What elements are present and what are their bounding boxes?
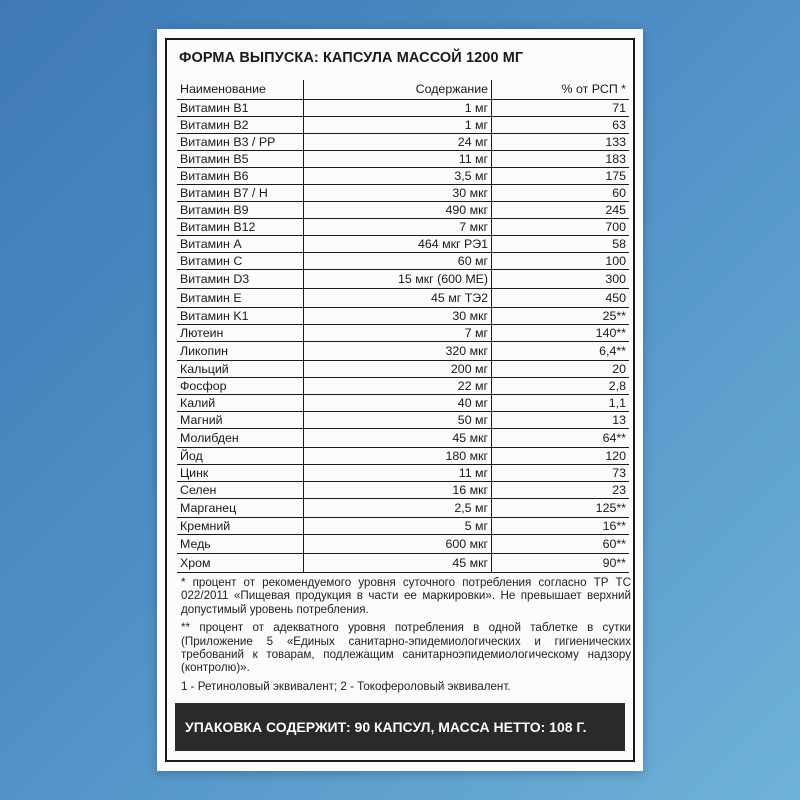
- row-rsp: 25**: [492, 308, 629, 325]
- row-name: Витамин B9: [177, 202, 304, 219]
- table-row: [177, 325, 629, 342]
- row-rsp: 90**: [492, 554, 629, 573]
- row-rsp: 13: [492, 412, 629, 429]
- header-name: Наименование: [177, 80, 304, 100]
- row-content: 5 мг: [304, 518, 492, 535]
- row-rsp: 140**: [492, 325, 629, 342]
- row-rsp: 100: [492, 253, 629, 270]
- row-content: 22 мг: [304, 378, 492, 395]
- row-name: Хром: [177, 554, 304, 573]
- row-content: 45 мкг: [304, 554, 492, 573]
- row-content: 180 мкг: [304, 448, 492, 465]
- row-rsp: 60**: [492, 535, 629, 554]
- row-content: 11 мг: [304, 465, 492, 482]
- row-rsp: 133: [492, 134, 629, 151]
- label-card: [157, 29, 643, 771]
- row-content: 60 мг: [304, 253, 492, 270]
- row-content: 3,5 мг: [304, 168, 492, 185]
- table-row: [177, 535, 629, 554]
- row-content: 200 мг: [304, 361, 492, 378]
- table-row: [177, 117, 629, 134]
- row-rsp: 71: [492, 100, 629, 117]
- table-row: [177, 361, 629, 378]
- table-row: [177, 429, 629, 448]
- row-content: 45 мкг: [304, 429, 492, 448]
- table-row: [177, 448, 629, 465]
- row-rsp: 6,4**: [492, 342, 629, 361]
- row-rsp: 1,1: [492, 395, 629, 412]
- row-name: Витамин A: [177, 236, 304, 253]
- row-rsp: 245: [492, 202, 629, 219]
- row-name: Витамин E: [177, 289, 304, 308]
- row-name: Витамин B3 / PP: [177, 134, 304, 151]
- row-name: Кальций: [177, 361, 304, 378]
- table-row: [177, 270, 629, 289]
- row-content: 40 мг: [304, 395, 492, 412]
- table-row: [177, 236, 629, 253]
- row-rsp: 73: [492, 465, 629, 482]
- row-rsp: 58: [492, 236, 629, 253]
- row-name: Витамин B6: [177, 168, 304, 185]
- row-content: 7 мкг: [304, 219, 492, 236]
- row-rsp: 60: [492, 185, 629, 202]
- row-content: 15 мкг (600 МЕ): [304, 270, 492, 289]
- row-content: 1 мг: [304, 117, 492, 134]
- footnote-1: * процент от рекомендуемого уровня суточного потребления согласно ТР ТС 022/2011 «Пищевая продукция в части ее маркировки». Не превышает верхний допустимый уровень потребления.: [181, 576, 631, 616]
- row-name: Витамин B1: [177, 100, 304, 117]
- row-content: 45 мг ТЭ2: [304, 289, 492, 308]
- row-name: Фосфор: [177, 378, 304, 395]
- table-row: [177, 499, 629, 518]
- table-row: [177, 219, 629, 236]
- row-name: Витамин B7 / H: [177, 185, 304, 202]
- table-row: [177, 554, 629, 573]
- table-row: [177, 202, 629, 219]
- row-content: 7 мг: [304, 325, 492, 342]
- table-row: [177, 465, 629, 482]
- footnote-3: 1 - Ретиноловый эквивалент; 2 - Токофероловый эквивалент.: [181, 679, 511, 693]
- row-name: Цинк: [177, 465, 304, 482]
- table-row: [177, 308, 629, 325]
- nutrition-table: [177, 80, 629, 573]
- row-name: Витамин K1: [177, 308, 304, 325]
- row-name: Ликопин: [177, 342, 304, 361]
- row-name: Витамин B2: [177, 117, 304, 134]
- table-row: [177, 100, 629, 117]
- row-content: 50 мг: [304, 412, 492, 429]
- row-rsp: 23: [492, 482, 629, 499]
- row-content: 16 мкг: [304, 482, 492, 499]
- table-row: [177, 185, 629, 202]
- row-rsp: 20: [492, 361, 629, 378]
- row-name: Витамин B5: [177, 151, 304, 168]
- footnote-2: ** процент от адекватного уровня потребления в одной таблетке в сутки (Приложение 5 «Единых санитарно-эпидемиологических и гигиенических требований к товарам, подлежащим санитарноэпидемиологическому надзору (контролю)».: [181, 621, 631, 675]
- header-rsp: % от РСП *: [492, 80, 629, 100]
- row-rsp: 175: [492, 168, 629, 185]
- row-rsp: 63: [492, 117, 629, 134]
- row-content: 320 мкг: [304, 342, 492, 361]
- row-content: 30 мкг: [304, 308, 492, 325]
- row-rsp: 300: [492, 270, 629, 289]
- row-content: 464 мкг РЭ1: [304, 236, 492, 253]
- table-row: [177, 289, 629, 308]
- row-rsp: 64**: [492, 429, 629, 448]
- row-rsp: 450: [492, 289, 629, 308]
- header-content: Содержание: [304, 80, 492, 100]
- row-name: Витамин B12: [177, 219, 304, 236]
- row-rsp: 2,8: [492, 378, 629, 395]
- table-row: [177, 134, 629, 151]
- row-name: Калий: [177, 395, 304, 412]
- row-content: 1 мг: [304, 100, 492, 117]
- row-content: 24 мг: [304, 134, 492, 151]
- row-name: Витамин C: [177, 253, 304, 270]
- row-name: Марганец: [177, 499, 304, 518]
- row-name: Селен: [177, 482, 304, 499]
- row-rsp: 16**: [492, 518, 629, 535]
- row-rsp: 125**: [492, 499, 629, 518]
- row-rsp: 700: [492, 219, 629, 236]
- row-name: Молибден: [177, 429, 304, 448]
- table-row: [177, 253, 629, 270]
- table-row: [177, 168, 629, 185]
- row-content: 11 мг: [304, 151, 492, 168]
- package-contents-bar: УПАКОВКА СОДЕРЖИТ: 90 КАПСУЛ, МАССА НЕТТО: 108 Г.: [175, 703, 625, 751]
- row-name: Йод: [177, 448, 304, 465]
- row-name: Медь: [177, 535, 304, 554]
- table-row: [177, 412, 629, 429]
- table-header-row: [177, 80, 629, 100]
- row-name: Лютеин: [177, 325, 304, 342]
- footnotes: [181, 576, 631, 698]
- table-row: [177, 342, 629, 361]
- row-rsp: 183: [492, 151, 629, 168]
- row-name: Витамин D3: [177, 270, 304, 289]
- table-row: [177, 395, 629, 412]
- row-name: Кремний: [177, 518, 304, 535]
- row-content: 30 мкг: [304, 185, 492, 202]
- table-row: [177, 151, 629, 168]
- row-content: 600 мкг: [304, 535, 492, 554]
- row-rsp: 120: [492, 448, 629, 465]
- row-content: 2,5 мг: [304, 499, 492, 518]
- label-frame: [165, 38, 635, 762]
- table-row: [177, 378, 629, 395]
- row-name: Магний: [177, 412, 304, 429]
- row-content: 490 мкг: [304, 202, 492, 219]
- page-title: ФОРМА ВЫПУСКА: КАПСУЛА МАССОЙ 1200 МГ: [179, 50, 524, 66]
- table-row: [177, 482, 629, 499]
- table-row: [177, 518, 629, 535]
